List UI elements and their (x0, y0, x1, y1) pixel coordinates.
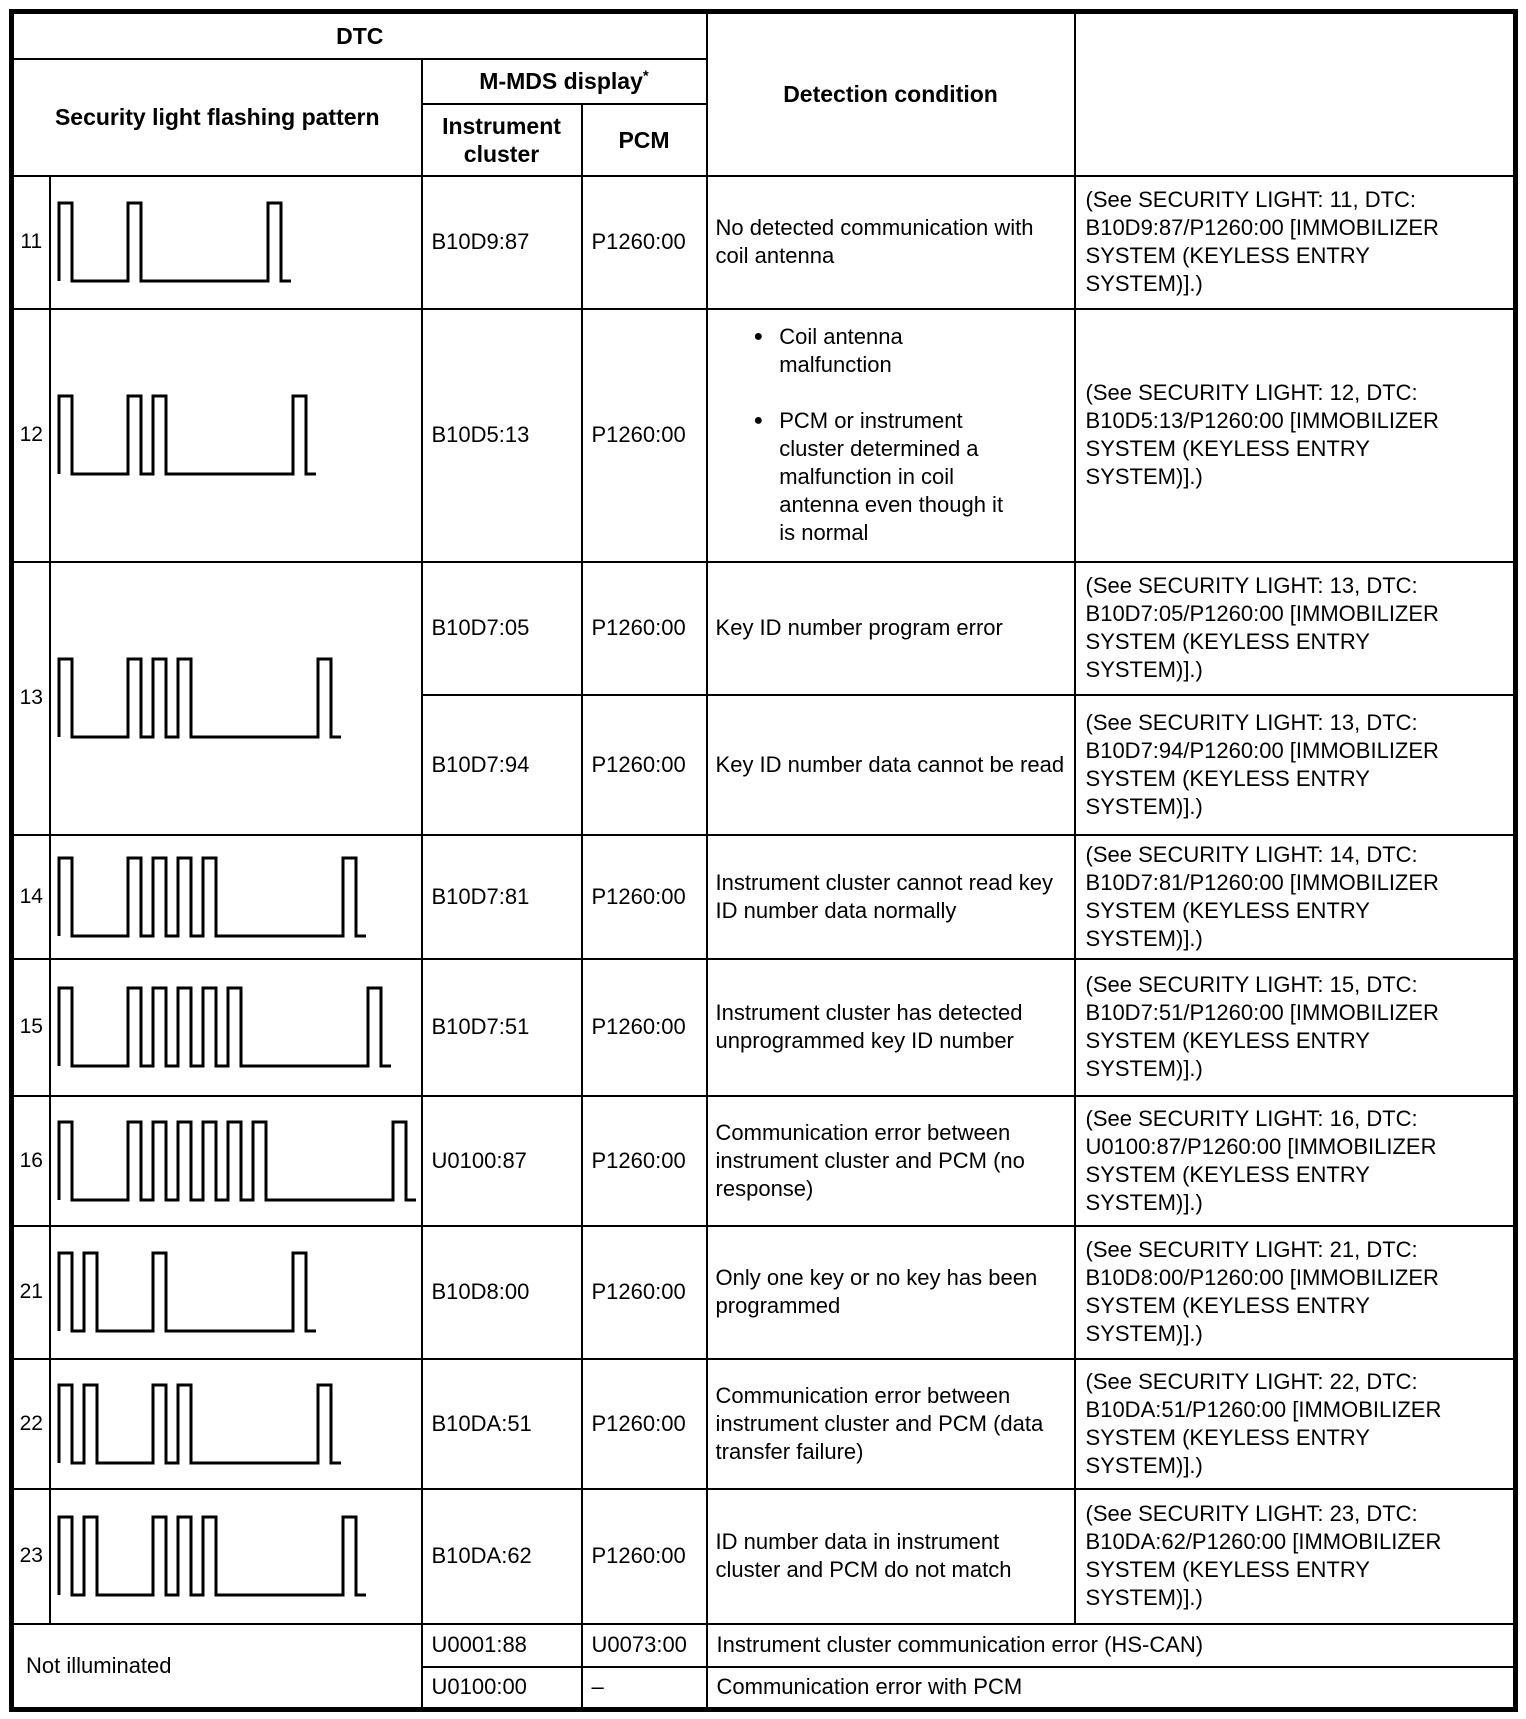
flash-code-cell: 14 (12, 835, 50, 959)
security-light-waveform (57, 655, 419, 741)
waveform-cell (50, 176, 422, 309)
detection-condition: Communication error between instrument cluster and PCM (no response) (707, 1096, 1075, 1226)
pcm-dtc: P1260:00 (582, 1226, 707, 1359)
instrument-cluster-dtc: B10D7:81 (422, 835, 582, 959)
instrument-cluster-dtc: B10D9:87 (422, 176, 582, 309)
instrument-cluster-dtc: B10DA:62 (422, 1489, 582, 1624)
instrument-cluster-dtc: B10D8:00 (422, 1226, 582, 1359)
header-instrument-cluster: Instrument cluster (422, 104, 582, 176)
mmds-display-label: M-MDS display (479, 68, 643, 94)
instrument-cluster-dtc: B10D7:94 (422, 695, 582, 835)
security-light-waveform (57, 1381, 419, 1467)
dtc-table (9, 9, 1518, 1712)
flash-code-cell: 11 (12, 176, 50, 309)
dtc-row-16 (12, 1096, 1516, 1226)
header-flashing-pattern: Security light flashing pattern (12, 59, 422, 176)
header-row-1 (12, 12, 1516, 59)
pcm-dtc: P1260:00 (582, 959, 707, 1096)
detection-condition: Only one key or no key has been programmed (707, 1226, 1075, 1359)
security-light-waveform (57, 1513, 419, 1599)
reference-note: (See SECURITY LIGHT: 23, DTC: B10DA:62/P1260:00 [IMMOBILIZER SYSTEM (KEYLESS ENTRY SYSTEM)].) (1075, 1489, 1516, 1624)
bullet-text: PCM or instrument cluster determined a malfunction in coil antenna even though it is normal (779, 408, 1004, 545)
reference-note: (See SECURITY LIGHT: 14, DTC: B10D7:81/P1260:00 [IMMOBILIZER SYSTEM (KEYLESS ENTRY SYSTEM)].) (1075, 835, 1516, 959)
not-illuminated-label: Not illuminated (12, 1624, 422, 1710)
bullet-text: Coil antenna malfunction (779, 324, 903, 377)
instrument-cluster-dtc: B10D5:13 (422, 309, 582, 562)
pcm-dtc: P1260:00 (582, 309, 707, 562)
detection-condition (707, 309, 1075, 562)
reference-note: (See SECURITY LIGHT: 12, DTC: B10D5:13/P1260:00 [IMMOBILIZER SYSTEM (KEYLESS ENTRY SYSTEM)].) (1075, 309, 1516, 562)
flash-code-cell: 12 (12, 309, 50, 562)
security-light-waveform (57, 1118, 419, 1204)
header-dtc: DTC (12, 12, 707, 59)
waveform-cell (50, 835, 422, 959)
reference-note: (See SECURITY LIGHT: 16, DTC: U0100:87/P1260:00 [IMMOBILIZER SYSTEM (KEYLESS ENTRY SYSTEM)].) (1075, 1096, 1516, 1226)
waveform-cell (50, 959, 422, 1096)
instrument-cluster-dtc: B10D7:51 (422, 959, 582, 1096)
flash-code-cell: 21 (12, 1226, 50, 1359)
security-light-waveform (57, 984, 419, 1070)
detection-condition: Instrument cluster communication error (HS-CAN) (707, 1624, 1516, 1667)
instrument-cluster-dtc: U0001:88 (422, 1624, 582, 1667)
detection-condition: Instrument cluster cannot read key ID number data normally (707, 835, 1075, 959)
pcm-dtc: P1260:00 (582, 1489, 707, 1624)
instrument-cluster-dtc: B10D7:05 (422, 562, 582, 695)
pcm-dtc: P1260:00 (582, 835, 707, 959)
pcm-dtc: P1260:00 (582, 562, 707, 695)
reference-note: (See SECURITY LIGHT: 11, DTC: B10D9:87/P1260:00 [IMMOBILIZER SYSTEM (KEYLESS ENTRY SYSTEM)].) (1075, 176, 1516, 309)
flash-code-cell: 15 (12, 959, 50, 1096)
detection-bullet (754, 323, 1066, 379)
waveform-cell (50, 1226, 422, 1359)
header-mmds-display (422, 59, 707, 104)
pcm-dtc: U0073:00 (582, 1624, 707, 1667)
waveform-cell (50, 1359, 422, 1489)
header-detection-condition: Detection condition (707, 12, 1075, 176)
flash-code-cell: 13 (12, 562, 50, 835)
instrument-cluster-dtc: B10DA:51 (422, 1359, 582, 1489)
instrument-cluster-dtc: U0100:00 (422, 1667, 582, 1710)
security-light-waveform (57, 1249, 419, 1335)
footnote-asterisk: * (642, 67, 649, 85)
reference-note: (See SECURITY LIGHT: 15, DTC: B10D7:51/P1260:00 [IMMOBILIZER SYSTEM (KEYLESS ENTRY SYSTEM)].) (1075, 959, 1516, 1096)
header-pcm: PCM (582, 104, 707, 176)
security-light-waveform (57, 199, 419, 285)
flash-code-cell: 22 (12, 1359, 50, 1489)
dtc-row-14 (12, 835, 1516, 959)
reference-note: (See SECURITY LIGHT: 21, DTC: B10D8:00/P1260:00 [IMMOBILIZER SYSTEM (KEYLESS ENTRY SYSTEM)].) (1075, 1226, 1516, 1359)
dtc-row-12 (12, 309, 1516, 562)
bullet-icon: ● (753, 328, 764, 345)
security-light-waveform (57, 392, 419, 478)
flash-code-cell: 16 (12, 1096, 50, 1226)
pcm-dtc: P1260:00 (582, 1359, 707, 1489)
waveform-cell (50, 562, 422, 835)
dtc-row-15 (12, 959, 1516, 1096)
dtc-row-21 (12, 1226, 1516, 1359)
dtc-row-23 (12, 1489, 1516, 1624)
detection-condition: Instrument cluster has detected unprogrammed key ID number (707, 959, 1075, 1096)
detection-condition: Key ID number data cannot be read (707, 695, 1075, 835)
dtc-row-22 (12, 1359, 1516, 1489)
waveform-cell (50, 309, 422, 562)
footer-row-1 (12, 1624, 1516, 1667)
pcm-dtc: P1260:00 (582, 176, 707, 309)
detection-condition: Key ID number program error (707, 562, 1075, 695)
waveform-cell (50, 1489, 422, 1624)
detection-condition: Communication error with PCM (707, 1667, 1516, 1710)
instrument-cluster-dtc: U0100:87 (422, 1096, 582, 1226)
reference-note: (See SECURITY LIGHT: 22, DTC: B10DA:51/P1260:00 [IMMOBILIZER SYSTEM (KEYLESS ENTRY SYSTEM)].) (1075, 1359, 1516, 1489)
detection-condition: Communication error between instrument cluster and PCM (data transfer failure) (707, 1359, 1075, 1489)
bullet-icon: ● (753, 412, 764, 429)
detection-condition: No detected communication with coil antenna (707, 176, 1075, 309)
pcm-dtc: P1260:00 (582, 1096, 707, 1226)
detection-condition: ID number data in instrument cluster and PCM do not match (707, 1489, 1075, 1624)
dtc-row-11 (12, 176, 1516, 309)
detection-bullet (754, 407, 1066, 547)
reference-note: (See SECURITY LIGHT: 13, DTC: B10D7:05/P1260:00 [IMMOBILIZER SYSTEM (KEYLESS ENTRY SYSTEM)].) (1075, 562, 1516, 695)
flash-code-cell: 23 (12, 1489, 50, 1624)
pcm-dtc: P1260:00 (582, 695, 707, 835)
security-light-waveform (57, 854, 419, 940)
pcm-dtc: – (582, 1667, 707, 1710)
waveform-cell (50, 1096, 422, 1226)
dtc-row-13a (12, 562, 1516, 695)
reference-note: (See SECURITY LIGHT: 13, DTC: B10D7:94/P1260:00 [IMMOBILIZER SYSTEM (KEYLESS ENTRY SYSTEM)].) (1075, 695, 1516, 835)
header-reference-blank (1075, 12, 1516, 176)
